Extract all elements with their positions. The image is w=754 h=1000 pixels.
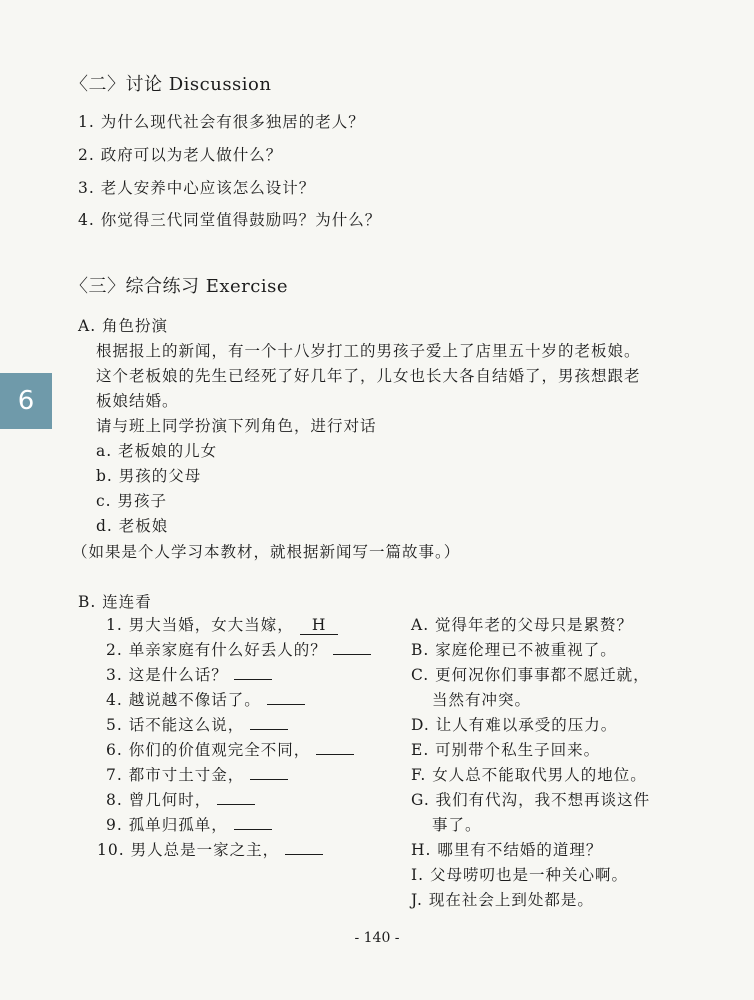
page-number: - 140 - xyxy=(354,930,400,946)
match-left-text: 1. 男大当婚，女大当嫁， xyxy=(106,616,294,634)
match-left-item xyxy=(106,638,371,660)
role-play-paragraph-line: 板娘结婚。 xyxy=(96,392,179,410)
match-right-item: J. 现在社会上到处都是。 xyxy=(411,891,594,909)
answer-blank[interactable] xyxy=(250,729,288,730)
answer-blank[interactable] xyxy=(250,779,288,780)
match-left-item xyxy=(106,613,338,635)
discussion-question: 3. 老人安养中心应该怎么设计？ xyxy=(78,179,316,197)
match-right-item: B. 家庭伦理已不被重视了。 xyxy=(411,641,617,659)
answer-blank[interactable] xyxy=(267,704,305,705)
match-right-item: C. 更何况你们事事都不愿迁就， xyxy=(411,666,650,684)
match-left-item xyxy=(97,838,323,860)
match-left-item xyxy=(106,663,272,685)
match-left-text: 3. 这是什么话？ xyxy=(106,666,228,684)
match-right-item: E. 可别带个私生子回来。 xyxy=(411,741,601,759)
role-play-paragraph-line: 这个老板娘的先生已经死了好几年了，儿女也长大各自结婚了，男孩想跟老 xyxy=(96,367,641,385)
part-b-heading: B. 连连看 xyxy=(78,593,152,611)
match-right-item: D. 让人有难以承受的压力。 xyxy=(411,716,618,734)
role-play-instruction: 请与班上同学扮演下列角色，进行对话 xyxy=(96,417,377,435)
match-right-item: A. 觉得年老的父母只是累赘？ xyxy=(411,616,634,634)
match-left-item xyxy=(106,713,288,735)
match-right-item: I. 父母唠叨也是一种关心啊。 xyxy=(411,866,628,884)
match-left-text: 6. 你们的价值观完全不同， xyxy=(106,741,311,759)
match-left-text: 10. 男人总是一家之主， xyxy=(97,841,280,859)
match-left-text: 7. 都市寸土寸金， xyxy=(106,766,245,784)
exercise-title: 〈三〉综合练习 Exercise xyxy=(70,276,288,297)
answer-blank[interactable] xyxy=(316,754,354,755)
match-left-item xyxy=(106,763,288,785)
role-play-note: （如果是个人学习本教材，就根据新闻写一篇故事。） xyxy=(72,543,461,561)
chapter-tab: 6 xyxy=(0,373,52,429)
role-play-paragraph-line: 根据报上的新闻，有一个十八岁打工的男孩子爱上了店里五十岁的老板娘。 xyxy=(96,342,641,360)
part-a-heading: A. 角色扮演 xyxy=(78,317,169,335)
discussion-question: 2. 政府可以为老人做什么？ xyxy=(78,146,283,164)
role-item: c. 男孩子 xyxy=(96,492,168,510)
match-left-text: 8. 曾几何时， xyxy=(106,791,212,809)
answer-blank[interactable] xyxy=(333,654,371,655)
role-item: a. 老板娘的儿女 xyxy=(96,442,218,460)
discussion-question: 4. 你觉得三代同堂值得鼓励吗？为什么？ xyxy=(78,211,382,229)
role-item: d. 老板娘 xyxy=(96,517,169,535)
discussion-title: 〈二〉讨论 Discussion xyxy=(70,74,272,95)
discussion-question: 1. 为什么现代社会有很多独居的老人？ xyxy=(78,113,365,131)
answer-blank[interactable] xyxy=(234,829,272,830)
answer-blank[interactable]: H xyxy=(300,618,338,635)
answer-blank[interactable] xyxy=(217,804,255,805)
match-left-item xyxy=(106,688,305,710)
answer-blank[interactable] xyxy=(234,679,272,680)
match-left-item xyxy=(106,813,272,835)
match-right-item-continued: 当然有冲突。 xyxy=(432,691,532,709)
match-left-item xyxy=(106,738,354,760)
match-right-item: F. 女人总不能取代男人的地位。 xyxy=(411,766,647,784)
match-right-item: G. 我们有代沟，我不想再谈这件 xyxy=(411,791,651,809)
role-item: b. 男孩的父母 xyxy=(96,467,202,485)
match-left-text: 5. 话不能这么说， xyxy=(106,716,245,734)
answer-blank[interactable] xyxy=(285,854,323,855)
match-left-item xyxy=(106,788,255,810)
match-right-item: H. 哪里有不结婚的道理？ xyxy=(411,841,603,859)
match-left-text: 9. 孤单归孤单， xyxy=(106,816,228,834)
match-left-text: 2. 单亲家庭有什么好丢人的？ xyxy=(106,641,327,659)
match-left-text: 4. 越说越不像话了。 xyxy=(106,691,261,709)
match-right-item-continued: 事了。 xyxy=(432,816,482,834)
